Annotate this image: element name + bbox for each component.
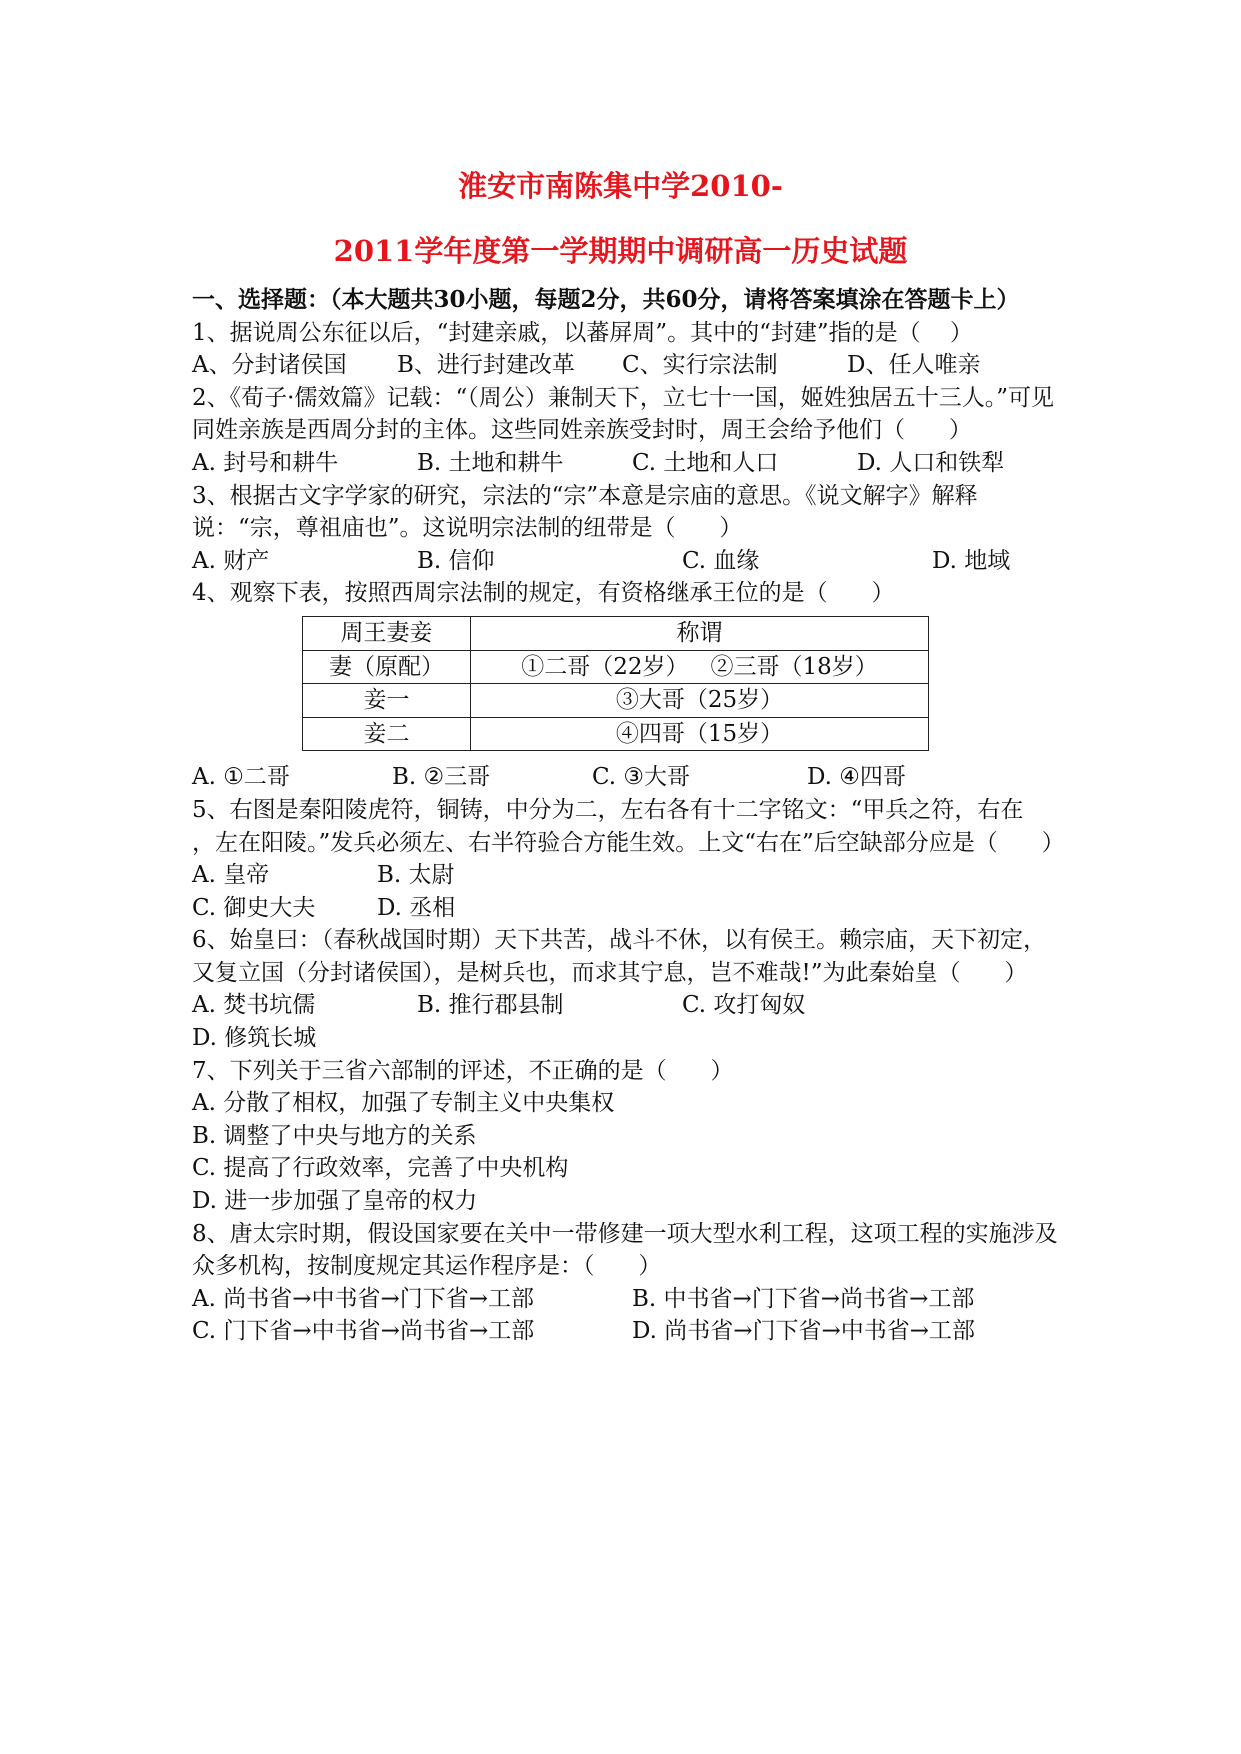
question-4-options (192, 761, 1062, 794)
option-d: D. 进一步加强了皇帝的权力 (192, 1188, 478, 1215)
option-c: C. 血缘 (682, 547, 760, 574)
question-6-stem: 6、始皇曰：（春秋战国时期）天下共苦，战斗不休，以有侯王。赖宗庙，天下初定，又复立国（分封诸侯国），是树兵也，而求其宁息，岂不难哉!”为此秦始皇（ ） (192, 927, 1047, 986)
option-d: D. 尚书省→门下省→中书省→工部 (632, 1318, 976, 1345)
option-b: B. 信仰 (417, 547, 495, 574)
table-cell: ④四哥（15岁） (471, 717, 929, 751)
option-c: C. 御史大夫 (192, 894, 316, 921)
option-d: D、任人唯亲 (847, 352, 981, 379)
option-c: C. 攻打匈奴 (682, 992, 806, 1019)
option-a: A. 分散了相权，加强了专制主义中央集权 (192, 1090, 615, 1117)
table-cell: ③大哥（25岁） (471, 684, 929, 718)
question-7-stem: 7、下列关于三省六部制的评述，不正确的是（ ） (192, 1057, 734, 1084)
table-cell: 妾一 (303, 684, 471, 718)
table-cell: 妻（原配） (303, 650, 471, 684)
option-b: B、进行封建改革 (397, 352, 575, 379)
question-5-options-row2 (192, 892, 1062, 925)
exam-title-line2: 2011学年度第一学期期中调研高一历史试题 (333, 234, 908, 268)
option-a: A. 尚书省→中书省→门下省→工部 (192, 1285, 535, 1312)
option-b: B. 太尉 (377, 862, 455, 889)
option-d: D. 丞相 (377, 894, 456, 921)
option-b: B. 调整了中央与地方的关系 (192, 1122, 477, 1149)
option-b: B. 推行郡县制 (417, 992, 564, 1019)
option-a: A、分封诸侯国 (192, 352, 347, 379)
table-header-cell: 周王妻妾 (303, 616, 471, 650)
option-c: C. 门下省→中书省→尚书省→工部 (192, 1318, 535, 1345)
question-1-stem: 1、据说周公东征以后，“封建亲戚，以蕃屏周”。其中的“封建”指的是（ ） (192, 319, 973, 346)
table-row (303, 717, 929, 751)
option-d: D. ④四哥 (807, 764, 906, 791)
option-c: C. 土地和人口 (632, 449, 779, 476)
question-5-options-row1 (192, 859, 1062, 892)
question-5-stem-line1: 5、右图是秦阳陵虎符，铜铸，中分为二，左右各有十二字铭文：“甲兵之符，右在 (192, 796, 1024, 823)
table-header-cell: 称谓 (471, 616, 929, 650)
question-2-stem: 2、《荀子·儒效篇》记载：“（周公）兼制天下，立七十一国，姬姓独居五十三人。”可见同姓亲族是西周分封的主体。这些同姓亲族受封时，周王会给予他们（ ） (192, 384, 1054, 444)
option-d: D. 人口和铁犁 (857, 449, 1005, 476)
option-a: A. 封号和耕牛 (192, 449, 339, 476)
table-row (303, 684, 929, 718)
option-d: D. 地域 (932, 547, 1011, 574)
option-c: C. ③大哥 (592, 764, 691, 791)
section-header: 一、选择题：（本大题共30小题，每题2分，共60分，请将答案填涂在答题卡上） (192, 286, 1020, 313)
question-1-options (192, 349, 1062, 382)
option-a: A. 财产 (192, 547, 270, 574)
question-8-options-row2 (192, 1315, 1062, 1348)
question-8-stem: 8、唐太宗时期，假设国家要在关中一带修建一项大型水利工程，这项工程的实施涉及众多机构，按制度规定其运作程序是：（ ） (192, 1220, 1058, 1280)
option-b: B. 土地和耕牛 (417, 449, 564, 476)
exam-body (192, 284, 1065, 1348)
question-4-stem: 4、观察下表，按照西周宗法制的规定，有资格继承王位的是（ ） (192, 580, 895, 607)
question-8-options-row1 (192, 1283, 1062, 1316)
table-header-row (303, 616, 929, 650)
table-row (303, 650, 929, 684)
option-b: B. ②三哥 (392, 764, 491, 791)
option-a: A. ①二哥 (192, 764, 290, 791)
exam-title-line1: 淮安市南陈集中学2010- (458, 169, 783, 203)
question-3-stem: 3、根据古文字学家的研究，宗法的“宗”本意是宗庙的意思。《说文解字》解释说：“宗，尊祖庙也”。这说明宗法制的纽带是（ ） (192, 482, 978, 542)
option-b: B. 中书省→门下省→尚书省→工部 (632, 1285, 975, 1312)
option-a: A. 皇帝 (192, 862, 270, 889)
option-d: D. 修筑长城 (192, 1025, 317, 1052)
table-cell: 妾二 (303, 717, 471, 751)
question-6-options (192, 989, 1062, 1022)
option-c: C. 提高了行政效率，完善了中央机构 (192, 1155, 569, 1182)
question-2-options (192, 447, 1062, 480)
option-a: A. 焚书坑儒 (192, 992, 316, 1019)
table-cell: ①二哥（22岁） ②三哥（18岁） (471, 650, 929, 684)
question-5-stem-line2: ，左在阳陵。”发兵必须左、右半符验合方能生效。上文“右在”后空缺部分应是（ ） (192, 829, 1065, 856)
succession-table (302, 616, 929, 751)
option-c: C、实行宗法制 (622, 352, 778, 379)
question-3-options (192, 545, 1062, 578)
